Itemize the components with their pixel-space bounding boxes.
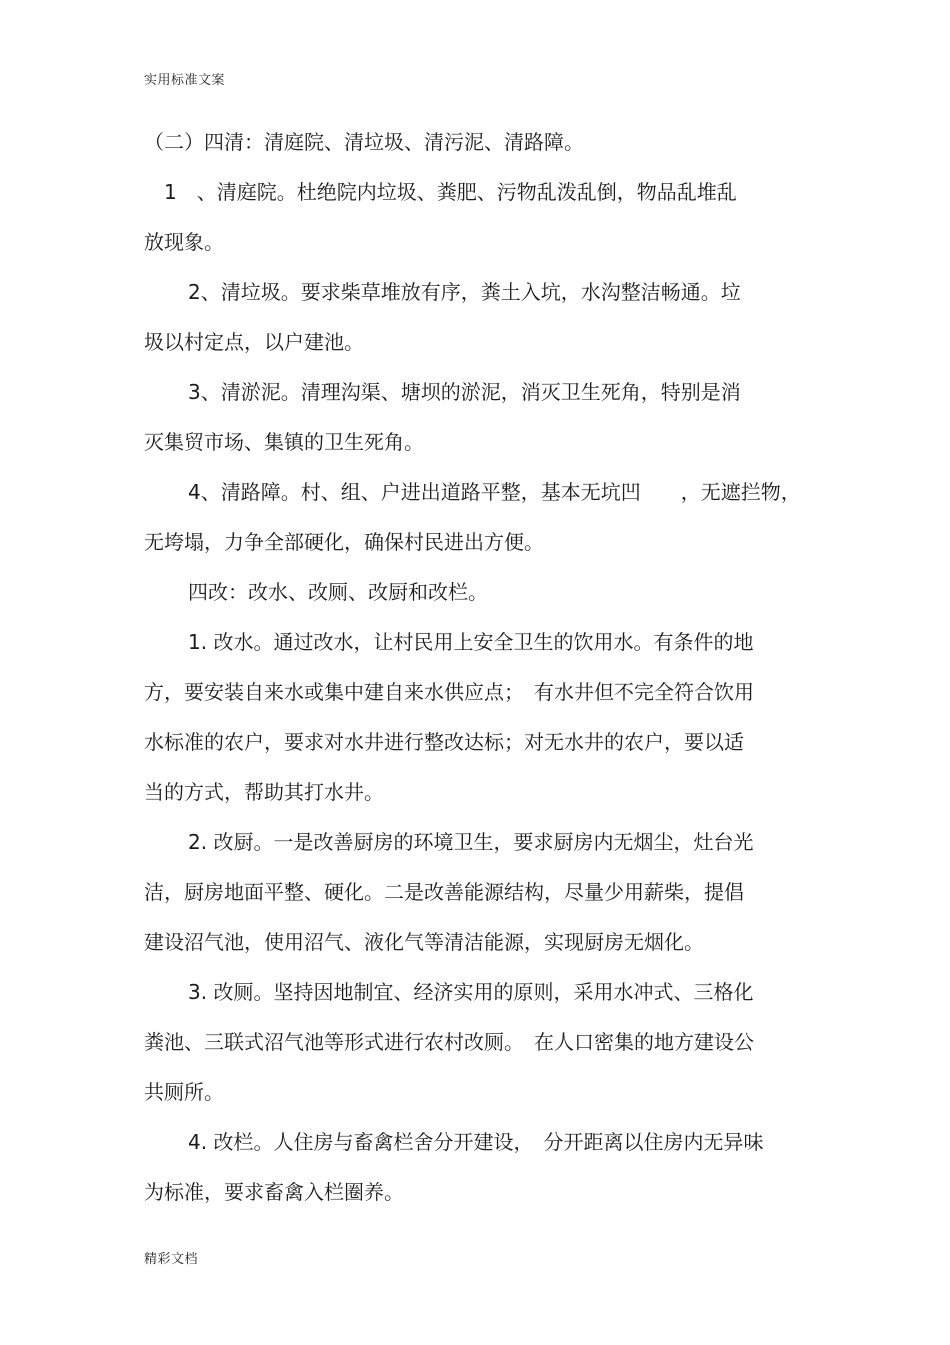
body-line: 2、清垃圾。要求柴草堆放有序，粪土入坑，水沟整洁畅通。垃 bbox=[188, 280, 741, 304]
body-line: 2. 改厨。一是改善厨房的环境卫生，要求厨房内无烟尘，灶台光 bbox=[188, 830, 754, 854]
body-line: 1 、清庭院。杜绝院内垃圾、粪肥、污物乱泼乱倒，物品乱堆乱 bbox=[164, 180, 737, 204]
page-footer: 精彩文档 bbox=[144, 1252, 199, 1267]
body-line: 为标准，要求畜禽入栏圈养。 bbox=[144, 1180, 404, 1204]
body-line: 1. 改水。通过改水，让村民用上安全卫生的饮用水。有条件的地 bbox=[188, 630, 754, 654]
body-line: 放现象。 bbox=[144, 230, 224, 254]
body-line: 水标准的农户，要求对水井进行整改达标；对无水井的农户，要以适 bbox=[144, 730, 744, 754]
body-line: 建设沼气池，使用沼气、液化气等清洁能源，实现厨房无烟化。 bbox=[144, 930, 704, 954]
body-line: 共厕所。 bbox=[144, 1080, 224, 1104]
body-line: 4、清路障。村、组、户进出道路平整，基本无坑凹 ，无遮拦物， bbox=[188, 480, 801, 504]
body-line: 粪池、三联式沼气池等形式进行农村改厕。 在人口密集的地方建设公 bbox=[144, 1030, 754, 1054]
body-line: 当的方式，帮助其打水井。 bbox=[144, 780, 384, 804]
body-line: 无垮塌，力争全部硬化，确保村民进出方便。 bbox=[144, 530, 544, 554]
body-line: 3、清淤泥。清理沟渠、塘坝的淤泥，消灭卫生死角，特别是消 bbox=[188, 380, 741, 404]
body-line: （二）四清：清庭院、清垃圾、清污泥、清路障。 bbox=[144, 130, 584, 154]
body-line: 四改：改水、改厕、改厨和改栏。 bbox=[188, 580, 488, 604]
body-line: 3. 改厕。坚持因地制宜、经济实用的原则，采用水冲式、三格化 bbox=[188, 980, 754, 1004]
body-line: 方，要安装自来水或集中建自来水供应点； 有水井但不完全符合饮用 bbox=[144, 680, 754, 704]
body-line: 灭集贸市场、集镇的卫生死角。 bbox=[144, 430, 424, 454]
page-header: 实用标准文案 bbox=[144, 73, 226, 88]
body-line: 圾以村定点，以户建池。 bbox=[144, 330, 364, 354]
body-line: 洁，厨房地面平整、硬化。二是改善能源结构，尽量少用薪柴，提倡 bbox=[144, 880, 744, 904]
body-line: 4. 改栏。人住房与畜禽栏舍分开建设， 分开距离以住房内无异味 bbox=[188, 1130, 764, 1154]
